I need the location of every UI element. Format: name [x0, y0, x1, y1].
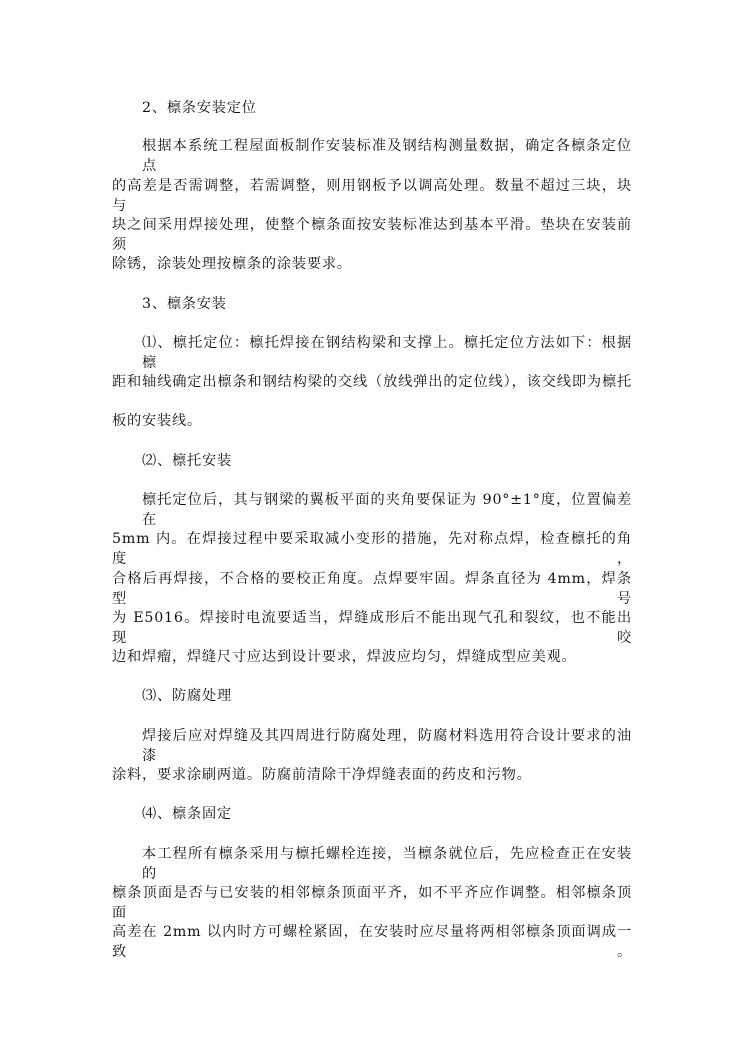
paragraph-line: 距和轴线确定出檩条和钢结构梁的交线（放线弹出的定位线），该交线即为檩托: [112, 374, 632, 390]
heading-purlin-installation: 3、檩条安装: [142, 296, 227, 312]
paragraph-line: ⑴、檩托定位：檩托焊接在钢结构梁和支撑上。檩托定位方法如下：根据檩: [142, 335, 632, 371]
paragraph-line: 檩托定位后，其与钢梁的翼板平面的夹角要保证为 90°±1°度，位置偏差在: [142, 492, 632, 528]
heading-purlin-positioning: 2、檩条安装定位: [142, 100, 257, 116]
paragraph-line: 根据本系统工程屋面板制作安装标准及钢结构测量数据，确定各檩条定位点: [142, 138, 632, 174]
paragraph-line: 块之间采用焊接处理，使整个檩条面按安装标准达到基本平滑。垫块在安装前须: [112, 217, 632, 253]
paragraph-line: 高差在 2mm 以内时方可螺栓紧固，在安装时应尽量将两相邻檩条顶面调成一致。: [112, 924, 632, 960]
paragraph-line: 边和焊瘤，焊缝尺寸应达到设计要求，焊波应均匀，焊缝成型应美观。: [112, 649, 577, 665]
paragraph-line: 为 E5016。焊接时电流要适当，焊缝成形后不能出现气孔和裂纹，也不能出现咬: [112, 610, 632, 646]
paragraph-line: 本工程所有檩条采用与檩托螺栓连接，当檩条就位后，先应检查正在安装的: [142, 846, 632, 882]
heading-anticorrosion: ⑶、防腐处理: [142, 688, 232, 704]
heading-purlin-support-installation: ⑵、檩托安装: [142, 453, 232, 469]
paragraph-line: 涂料，要求涂刷两道。防腐前清除干净焊缝表面的药皮和污物。: [112, 767, 532, 783]
paragraph-line: 合格后再焊接，不合格的要校正角度。点焊要牢固。焊条直径为 4mm，焊条型号: [112, 571, 632, 607]
paragraph-line: 焊接后应对焊缝及其四周进行防腐处理，防腐材料选用符合设计要求的油漆: [142, 728, 632, 764]
paragraph-line: 除锈，涂装处理按檩条的涂装要求。: [112, 256, 352, 272]
heading-purlin-fixing: ⑷、檩条固定: [142, 806, 232, 822]
paragraph-line: 檩条顶面是否与已安装的相邻檩条顶面平齐，如不平齐应作调整。相邻檩条顶面: [112, 885, 632, 921]
paragraph-line: 板的安装线。: [112, 413, 202, 429]
paragraph-line: 的高差是否需调整，若需调整，则用钢板予以调高处理。数量不超过三块，块与: [112, 178, 632, 214]
paragraph-line: 5mm 内。在焊接过程中要采取减小变形的措施，先对称点焊，检查檩托的角度，: [112, 531, 632, 567]
